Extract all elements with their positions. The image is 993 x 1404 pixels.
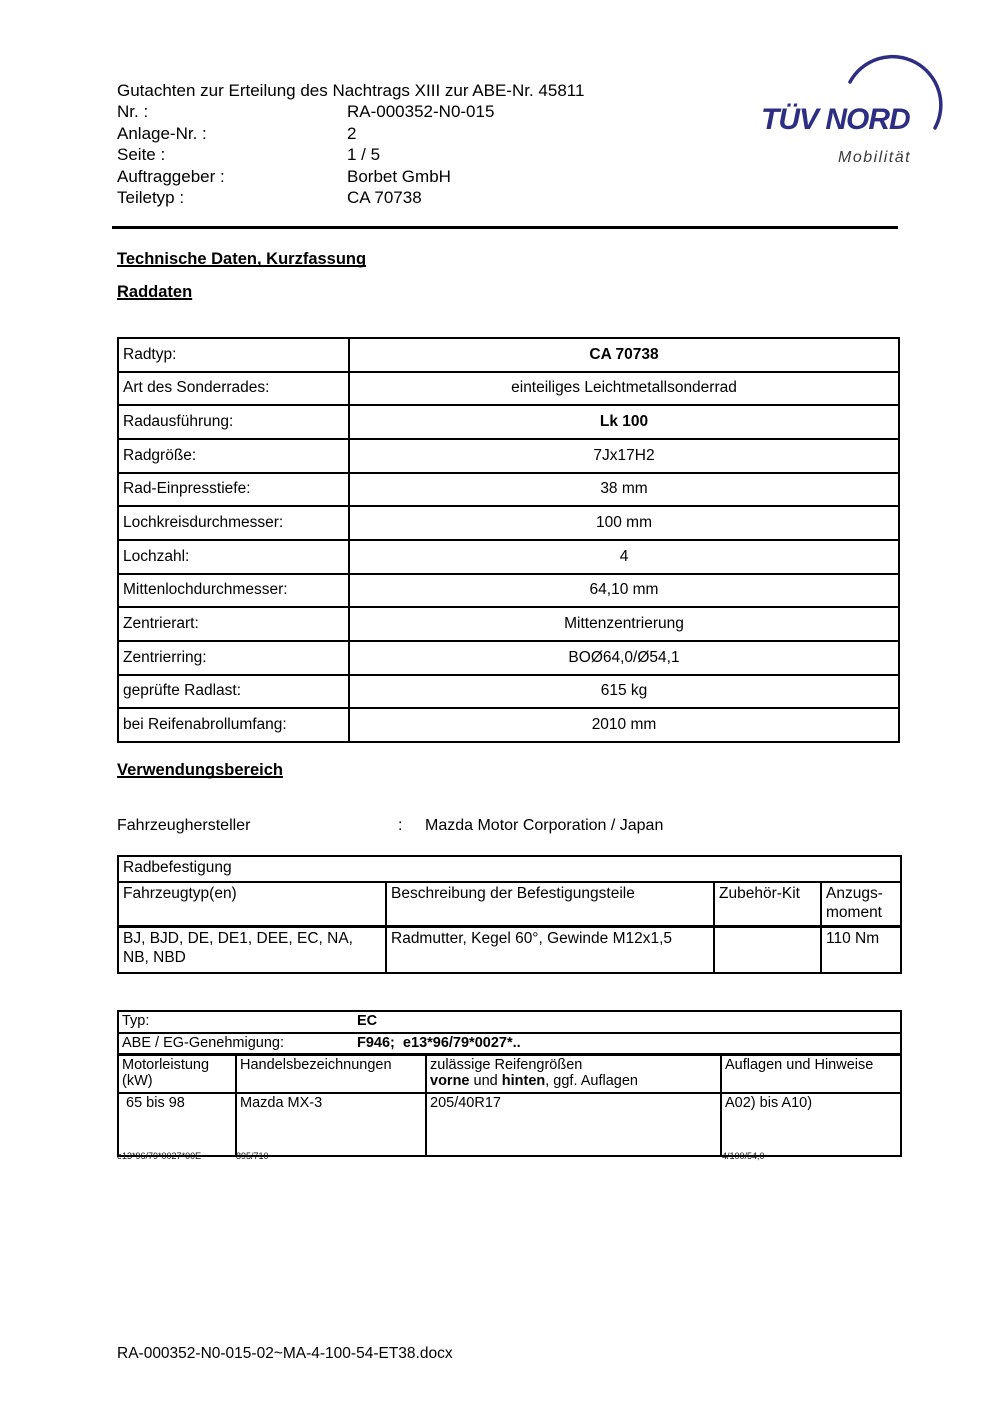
cell-anzugsmoment: 110 Nm	[821, 927, 901, 974]
table-row	[118, 338, 899, 372]
cell-fahrzeugtypen: BJ, BJD, DE, DE1, DEE, EC, NA, NB, NBD	[118, 927, 386, 974]
header-field-nr	[117, 101, 584, 122]
header-block	[117, 80, 584, 208]
table-row	[118, 1093, 901, 1156]
bold-word: hinten	[501, 1073, 546, 1089]
row-label: Lochkreisdurchmesser:	[118, 506, 349, 540]
field-label: Seite :	[117, 145, 166, 165]
field-label: Anlage-Nr. :	[117, 123, 207, 143]
abe-label: ABE / EG-Genehmigung:	[122, 1035, 284, 1051]
plain-word: und	[469, 1073, 502, 1089]
cell-handelsbezeichnung: Mazda MX-3	[236, 1093, 426, 1156]
table-row	[118, 473, 899, 507]
table-header-row	[118, 882, 901, 927]
column-header: Beschreibung der Befestigungsteile	[386, 882, 714, 927]
table-row	[118, 372, 899, 406]
table-row	[118, 607, 899, 641]
table-row	[118, 927, 901, 974]
table-row	[118, 1033, 901, 1054]
raddaten-table	[117, 337, 900, 743]
field-value: CA 70738	[347, 188, 422, 208]
logo-tagline: Mobilität	[838, 149, 912, 166]
table-header-row	[118, 1054, 901, 1093]
header-line: (kW)	[122, 1073, 153, 1089]
ref-code-left: e13*96/79*0027*00E	[117, 1151, 202, 1161]
table-row	[118, 405, 899, 439]
field-label: Teiletyp :	[117, 188, 185, 208]
bold-word: vorne	[430, 1073, 470, 1089]
ref-code-mid: 895/710	[236, 1151, 269, 1161]
typ-table	[117, 1010, 902, 1157]
fahrzeughersteller-label: Fahrzeughersteller	[117, 817, 251, 834]
row-value: 2010 mm	[349, 708, 899, 742]
column-header: Zubehör-Kit	[714, 882, 821, 927]
column-header-reifengroessen	[426, 1054, 721, 1093]
column-header-motorleistung	[118, 1054, 236, 1093]
row-label: Radgröße:	[118, 439, 349, 473]
column-header: Fahrzeugtyp(en)	[118, 882, 386, 927]
section-heading-verwendungsbereich: Verwendungsbereich	[117, 761, 283, 779]
header-divider	[112, 226, 898, 229]
header-line	[430, 1073, 717, 1090]
field-value: 2	[347, 123, 357, 143]
field-value: 1 / 5	[347, 145, 381, 165]
fahrzeughersteller-value: Mazda Motor Corporation / Japan	[425, 817, 664, 834]
row-value: CA 70738	[349, 338, 899, 372]
header-field-anlage	[117, 123, 584, 144]
row-label: geprüfte Radlast:	[118, 675, 349, 709]
header-field-auftraggeber	[117, 166, 584, 187]
cell-beschreibung: Radmutter, Kegel 60°, Gewinde M12x1,5	[386, 927, 714, 974]
section-heading-raddaten: Raddaten	[117, 283, 193, 301]
row-value: 7Jx17H2	[349, 439, 899, 473]
table-row	[118, 641, 899, 675]
cell-reifengroesse: 205/40R17	[426, 1093, 721, 1156]
footer-filename: RA-000352-N0-015-02~MA-4-100-54-ET38.docx	[117, 1345, 453, 1362]
table-row	[118, 439, 899, 473]
header-field-teiletyp	[117, 187, 584, 208]
field-value: RA-000352-N0-015	[347, 102, 495, 122]
header-line: zulässige Reifengrößen	[430, 1056, 583, 1073]
fahrzeughersteller-row	[117, 817, 663, 835]
document-title: Gutachten zur Erteilung des Nachtrags XIII zur ABE-Nr. 45811	[117, 81, 585, 100]
header-line: Motorleistung	[122, 1056, 210, 1073]
table-row	[118, 1011, 901, 1033]
radbefestigung-title: Radbefestigung	[118, 856, 901, 882]
row-label: Zentrierart:	[118, 607, 349, 641]
row-label: bei Reifenabrollumfang:	[118, 708, 349, 742]
typ-label: Typ:	[122, 1013, 150, 1029]
plain-word: , ggf. Auflagen	[545, 1073, 638, 1089]
table-row	[118, 708, 899, 742]
field-label: Auftraggeber :	[117, 166, 225, 186]
row-label: Lochzahl:	[118, 540, 349, 574]
row-value: 100 mm	[349, 506, 899, 540]
abe-value: F946; e13*96/79*0027*..	[357, 1035, 521, 1051]
row-value: 4	[349, 540, 899, 574]
cell-zubehoer-kit	[714, 927, 821, 974]
ref-code-right: 4/100/54,0	[722, 1151, 765, 1161]
field-value: Borbet GmbH	[347, 166, 451, 186]
row-value: BOØ64,0/Ø54,1	[349, 641, 899, 675]
row-label: Zentrierring:	[118, 641, 349, 675]
row-label: Art des Sonderrades:	[118, 372, 349, 406]
row-label: Mittenlochdurchmesser:	[118, 574, 349, 608]
row-label: Radausführung:	[118, 405, 349, 439]
column-header: Anzugs-moment	[821, 882, 901, 927]
radbefestigung-table	[117, 855, 902, 974]
logo-brand-text: TÜV NORD	[761, 103, 910, 136]
header-field-seite	[117, 144, 584, 165]
cell-motorleistung: 65 bis 98	[118, 1093, 236, 1156]
column-header-handelsbezeichnungen: Handelsbezeichnungen	[236, 1054, 426, 1093]
section-heading-technische-daten: Technische Daten, Kurzfassung	[117, 250, 367, 268]
row-value: 64,10 mm	[349, 574, 899, 608]
row-label: Rad-Einpresstiefe:	[118, 473, 349, 507]
row-value: 615 kg	[349, 675, 899, 709]
table-row	[118, 675, 899, 709]
column-header-auflagen: Auflagen und Hinweise	[721, 1054, 901, 1093]
row-value: Mittenzentrierung	[349, 607, 899, 641]
row-label: Radtyp:	[118, 338, 349, 372]
row-value: Lk 100	[349, 405, 899, 439]
table-row	[118, 540, 899, 574]
typ-value: EC	[357, 1013, 378, 1029]
tuv-nord-logo	[752, 52, 957, 177]
field-label: Nr. :	[117, 102, 149, 122]
reference-codes-line	[117, 1151, 900, 1163]
fahrzeughersteller-colon: :	[398, 817, 403, 834]
table-row	[118, 856, 901, 882]
row-value: 38 mm	[349, 473, 899, 507]
cell-auflagen: A02) bis A10)	[721, 1093, 901, 1156]
row-value: einteiliges Leichtmetallsonderrad	[349, 372, 899, 406]
table-row	[118, 574, 899, 608]
table-row	[118, 506, 899, 540]
